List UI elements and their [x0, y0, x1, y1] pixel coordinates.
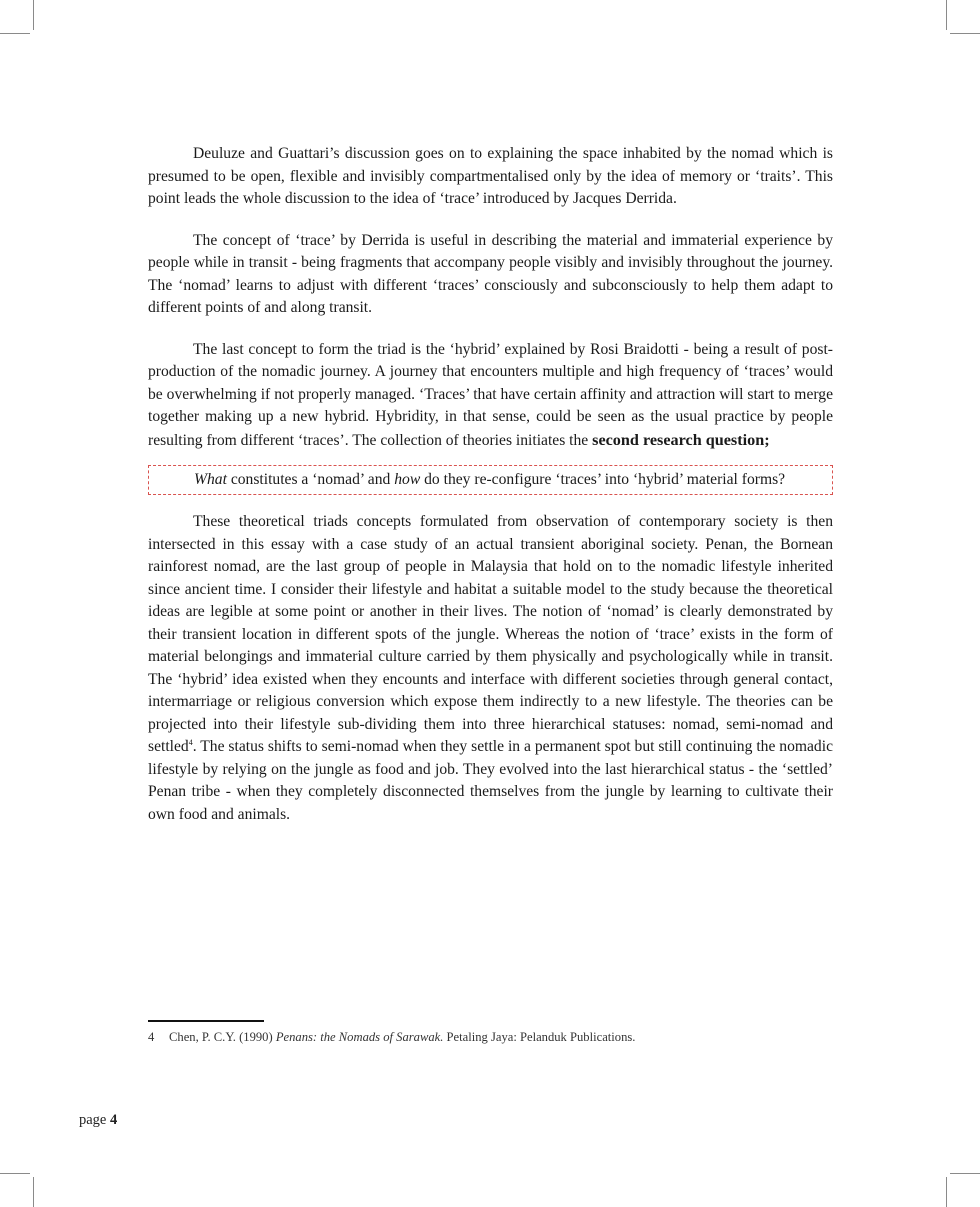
footnote-author: Chen, P. C.Y. (1990): [169, 1030, 276, 1044]
research-question-label: second research question;: [592, 430, 770, 449]
paragraph-text: . The status shifts to semi-nomad when they settle in a permanent spot but still continuing the nomadic lifestyle by relying on the jungle as food and job. They evolved into the last hierarchical status - the ‘settled’ Penan tribe - when they completely disconnected themselves from the jungle by learning to cultivate their own food and animals.: [148, 738, 833, 823]
page-number: [79, 1112, 117, 1129]
crop-mark: [0, 33, 30, 34]
crop-mark: [950, 1173, 980, 1174]
footnote-publisher: Petaling Jaya: Pelanduk Publications.: [443, 1030, 636, 1044]
crop-mark: [33, 0, 34, 30]
footnote-rule: [148, 1020, 264, 1022]
crop-mark: [0, 1173, 30, 1174]
crop-mark: [946, 0, 947, 30]
paragraph: The concept of ‘trace’ by Derrida is useful in describing the material and immaterial experience by people while in transit - being fragments that accompany people visibly and invisibly throughout the journey. The ‘nomad’ learns to adjust with different ‘traces’ consciously and subconsciously to help them adapt to different points of and along transit.: [148, 231, 833, 316]
question-text: constitutes a ‘nomad’ and: [226, 471, 395, 488]
crop-mark: [946, 1177, 947, 1207]
paragraph-text: The last concept to form the triad is the ‘hybrid’ explained by Rosi Braidotti - being a result of post-production of the nomadic journey. A journey that encounters multiple and high frequency of ‘traces’ would be overwhelming if not properly managed. ‘Traces’ that have certain affinity and attraction will start to merge together making up a new hybrid. Hybridity, in that sense, could be seen as the usual practice by people resulting from different ‘traces’. The collection of theories initiates the: [148, 340, 833, 449]
question-emphasis: What: [194, 471, 227, 488]
footnote: [148, 1028, 848, 1046]
footnote-title: Penans: the Nomads of Sarawak.: [275, 1030, 444, 1044]
paragraph: [148, 339, 833, 453]
research-question-box: [148, 465, 833, 495]
footnote-reference: 4: [188, 737, 193, 747]
paragraph: [148, 511, 833, 826]
footnote-number: 4: [148, 1030, 155, 1044]
paragraph-text: These theoretical triads concepts formulated from observation of contemporary society is then intersected in this essay with a case study of an actual transient aboriginal society. Penan, the Bornean rainforest nomad, are the last group of people in Malaysia that hold on to the nomadic lifestyle inherited since ancient time. I consider their lifestyle and habitat a suitable model to the study because the theoretical ideas are legible at some point or another in their lives. The notion of ‘nomad’ is clearly demonstrated by their transient location in different spots of the jungle. Whereas the notion of ‘trace’ exists in the form of material belongings and immaterial culture carried by them physically and psychologically while in transit. The ‘hybrid’ idea existed when they encounts and interface with different societies through general contact, intermarriage or religious conversion which expose them indirectly to a new lifestyle. The theories can be projected into their lifestyle sub-dividing them into three hierarchical statuses: nomad, semi-nomad and settled: [148, 513, 833, 755]
crop-mark: [33, 1177, 34, 1207]
body-text: [148, 143, 833, 826]
paragraph: Deuluze and Guattari’s discussion goes on to explaining the space inhabited by the nomad which is presumed to be open, flexible and invisibly compartmentalised only by the idea of memory or ‘traits’. This point leads the whole discussion to the idea of ‘trace’ introduced by Jacques Derrida.: [148, 145, 833, 207]
crop-mark: [950, 33, 980, 34]
page-number-value: 4: [110, 1112, 118, 1128]
question-text: do they re-configure ‘traces’ into ‘hybrid’ material forms?: [420, 471, 786, 488]
page-label: page: [79, 1112, 110, 1128]
question-emphasis: how: [394, 471, 421, 488]
